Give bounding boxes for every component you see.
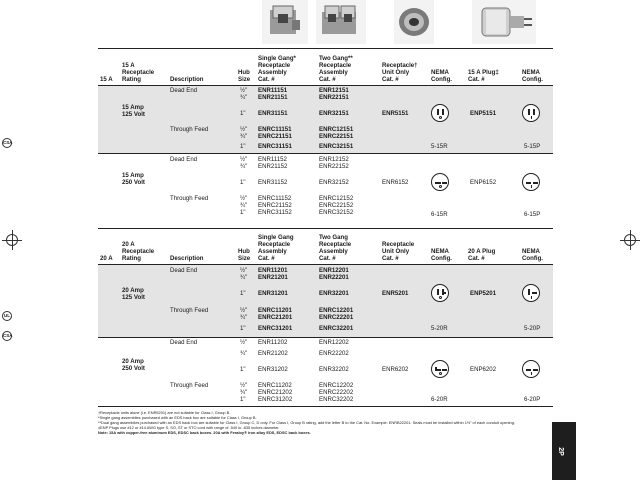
receptacle-unit-photo bbox=[394, 0, 434, 44]
two-gang-cat: ENR22152 bbox=[319, 163, 349, 170]
single-gang-cat: ENR31151 bbox=[258, 110, 288, 117]
two-gang-cat: ENRC22202 bbox=[319, 389, 354, 396]
two-gang-cat: ENR32152 bbox=[319, 179, 349, 186]
footnote: ‡ENP Plugs use #12 or #14 AWG type S, SO, ST or STO cord with range of .540 to .835 inches diameter. bbox=[98, 425, 280, 431]
nema-5-20p-icon bbox=[522, 284, 540, 302]
hub-size: ½" bbox=[240, 87, 248, 94]
registration-mark-left bbox=[2, 230, 22, 250]
hub-size: 1" bbox=[240, 325, 246, 332]
hub-size: 1" bbox=[240, 110, 246, 117]
header-description: Description bbox=[170, 255, 204, 262]
header-description: Description bbox=[170, 76, 204, 83]
header-two-gang: Two Gang Receptacle Assembly Cat. # bbox=[319, 234, 352, 262]
group-20a-125v bbox=[3, 265, 553, 338]
hub-size: 1" bbox=[240, 143, 246, 150]
hub-size: ¾" bbox=[240, 94, 248, 101]
header-rating: 15 A Receptacle Rating bbox=[122, 62, 155, 83]
rating-label: 20 Amp 125 Volt bbox=[122, 287, 145, 301]
single-gang-cat: ENR21202 bbox=[258, 350, 288, 357]
header-receptacle-only: Receptacle Unit Only Cat. # bbox=[382, 241, 415, 262]
receptacle-only-cat: ENR5201 bbox=[382, 290, 409, 297]
nema-r-label: 6-20R bbox=[431, 396, 448, 403]
footnote: **Dual gang assemblies purchased with an EDS back box are suitable for Class I, Group C, D only. For Class I, Group B rating, add the letter B to the Cat. No. Example: ENRB22201. Seals must be installed within 1½" of each conduit opening. bbox=[98, 420, 515, 426]
single-gang-cat: ENRC21202 bbox=[258, 389, 293, 396]
footnote: Note: 15A with copper-free aluminum EDS, EDSC back boxes. 20A with Feraloy® iron alloy EDS, EDSC back boxes. bbox=[98, 430, 311, 436]
single-gang-cat: ENR31202 bbox=[258, 366, 288, 373]
two-gang-cat: ENRC32201 bbox=[319, 325, 354, 332]
hub-size: ¾" bbox=[240, 350, 248, 357]
dead-end-label: Dead End bbox=[170, 339, 198, 346]
rating-label: 20 Amp 250 Volt bbox=[122, 358, 145, 372]
single-gang-cat: ENRC31201 bbox=[258, 325, 293, 332]
two-gang-cat: ENRC12152 bbox=[319, 195, 354, 202]
plug-cat: ENP6152 bbox=[470, 179, 497, 186]
group-15a-125v bbox=[3, 86, 553, 153]
hub-size: ¾" bbox=[240, 389, 248, 396]
receptacle-only-cat: ENR6152 bbox=[382, 179, 409, 186]
through-feed-label: Through Feed bbox=[170, 126, 209, 133]
single-gang-assembly-photo bbox=[262, 0, 308, 44]
single-gang-cat: ENR11152 bbox=[258, 156, 287, 163]
header-amp: 15 A bbox=[100, 76, 113, 83]
hub-size: ½" bbox=[240, 307, 248, 314]
two-gang-cat: ENRC12201 bbox=[319, 307, 354, 314]
section-tab bbox=[552, 422, 576, 480]
group-15a-250v bbox=[98, 154, 553, 220]
nema-r-label: 5-15R bbox=[431, 143, 448, 150]
nema-p-label: 5-15P bbox=[524, 143, 541, 150]
plug-photo bbox=[472, 0, 536, 44]
footnotes bbox=[98, 410, 558, 435]
header-hub-size: Hub Size bbox=[238, 248, 251, 262]
hub-size: 1" bbox=[240, 290, 246, 297]
two-gang-cat: ENR32201 bbox=[319, 290, 349, 297]
header-single-gang: Single Gang* Receptacle Assembly Cat. # bbox=[258, 55, 296, 83]
header-nema-p: NEMA Config. bbox=[522, 248, 543, 262]
nema-5-20r-icon bbox=[431, 284, 449, 302]
single-gang-cat: ENRC11202 bbox=[258, 382, 292, 389]
hub-size: 1" bbox=[240, 209, 246, 216]
single-gang-cat: ENRC21201 bbox=[258, 314, 293, 321]
single-gang-cat: ENR21152 bbox=[258, 163, 288, 170]
section-tab-label: 2P bbox=[556, 447, 564, 456]
ul-badge: UL bbox=[2, 311, 12, 321]
hub-size: ½" bbox=[240, 267, 248, 274]
header-rating: 20 A Receptacle Rating bbox=[122, 241, 155, 262]
header-plug: 20 A Plug Cat. # bbox=[468, 248, 496, 262]
through-feed-label: Through Feed bbox=[170, 382, 209, 389]
plug-cat: ENP5151 bbox=[470, 110, 497, 117]
single-gang-cat: ENRC11201 bbox=[258, 307, 292, 314]
receptacle-only-cat: ENR5151 bbox=[382, 110, 409, 117]
through-feed-label: Through Feed bbox=[170, 307, 209, 314]
two-gang-cat: ENRC12202 bbox=[319, 382, 354, 389]
plug-cat: ENP5201 bbox=[470, 290, 497, 297]
single-gang-cat: ENRC11152 bbox=[258, 195, 292, 202]
hub-size: ¾" bbox=[240, 133, 248, 140]
footnote: *Single gang assemblies purchased with an EDS back box are suitable for Class I, Group B. bbox=[98, 415, 257, 421]
header-nema-r: NEMA Config. bbox=[431, 248, 452, 262]
nema-5-15r-icon bbox=[431, 104, 449, 122]
hub-size: ¾" bbox=[240, 314, 248, 321]
header-nema-r: NEMA Config. bbox=[431, 69, 452, 83]
single-gang-cat: ENR31152 bbox=[258, 179, 288, 186]
hub-size: 1" bbox=[240, 179, 246, 186]
hub-size: ½" bbox=[240, 156, 248, 163]
csa-badge: CSA bbox=[2, 138, 12, 148]
single-gang-cat: ENRC31202 bbox=[258, 396, 293, 403]
footnote: †Receptacle units alone (i.e. ENR5201) are not suitable for Class I, Group B. bbox=[98, 410, 231, 415]
header-nema-p: NEMA Config. bbox=[522, 69, 543, 83]
hub-size: ¾" bbox=[240, 202, 248, 209]
registration-mark-right bbox=[620, 230, 640, 250]
hub-size: ½" bbox=[240, 126, 248, 133]
nema-r-label: 5-20R bbox=[431, 325, 448, 332]
single-gang-cat: ENRC21151 bbox=[258, 133, 292, 140]
two-gang-cat: ENR12151 bbox=[319, 87, 349, 94]
table-15a-header bbox=[98, 48, 553, 86]
header-amp: 20 A bbox=[100, 255, 113, 262]
receptacle-only-cat: ENR6202 bbox=[382, 366, 409, 373]
nema-r-label: 6-15R bbox=[431, 211, 448, 218]
plug-cat: ENP6202 bbox=[470, 366, 497, 373]
hub-size: ½" bbox=[240, 339, 248, 346]
nema-6-15r-icon bbox=[431, 173, 449, 191]
single-gang-cat: ENRC31152 bbox=[258, 209, 292, 216]
header-receptacle-only: Receptacle† Unit Only Cat. # bbox=[382, 62, 418, 83]
single-gang-cat: ENR31201 bbox=[258, 290, 288, 297]
two-gang-cat: ENR22202 bbox=[319, 350, 349, 357]
header-plug: 15 A Plug‡ Cat. # bbox=[468, 69, 499, 83]
two-gang-cat: ENRC12151 bbox=[319, 126, 354, 133]
dead-end-label: Dead End bbox=[170, 87, 198, 94]
nema-6-20r-icon bbox=[431, 360, 449, 378]
single-gang-cat: ENR11202 bbox=[258, 339, 288, 346]
single-gang-cat: ENR11151 bbox=[258, 87, 288, 94]
group-20a-250v bbox=[98, 338, 553, 406]
single-gang-cat: ENRC21152 bbox=[258, 202, 292, 209]
two-gang-assembly-photo bbox=[316, 0, 366, 44]
two-gang-cat: ENRC32151 bbox=[319, 143, 354, 150]
two-gang-cat: ENRC22151 bbox=[319, 133, 354, 140]
two-gang-cat: ENRC32202 bbox=[319, 396, 354, 403]
hub-size: ½" bbox=[240, 382, 248, 389]
two-gang-cat: ENRC22201 bbox=[319, 314, 354, 321]
two-gang-cat: ENR22151 bbox=[319, 94, 349, 101]
two-gang-cat: ENR32151 bbox=[319, 110, 349, 117]
single-gang-cat: ENR11201 bbox=[258, 267, 288, 274]
two-gang-cat: ENRC22152 bbox=[319, 202, 354, 209]
two-gang-cat: ENR12202 bbox=[319, 339, 349, 346]
table-20a-header bbox=[98, 228, 553, 265]
two-gang-cat: ENR12152 bbox=[319, 156, 349, 163]
nema-5-15p-icon bbox=[522, 104, 540, 122]
hub-size: 1" bbox=[240, 396, 246, 403]
hub-size: ½" bbox=[240, 195, 248, 202]
nema-6-15p-icon bbox=[522, 173, 540, 191]
two-gang-cat: ENRC32152 bbox=[319, 209, 354, 216]
rating-label: 15 Amp 250 Volt bbox=[122, 172, 145, 186]
single-gang-cat: ENRC11151 bbox=[258, 126, 292, 133]
two-gang-cat: ENR22201 bbox=[319, 274, 349, 281]
nema-6-20p-icon bbox=[522, 360, 540, 378]
hub-size: 1" bbox=[240, 366, 246, 373]
csa-badge: CSA bbox=[2, 331, 12, 341]
header-single-gang: Single Gang Receptacle Assembly Cat. # bbox=[258, 234, 294, 262]
single-gang-cat: ENR21151 bbox=[258, 94, 288, 101]
dead-end-label: Dead End bbox=[170, 267, 198, 274]
two-gang-cat: ENR12201 bbox=[319, 267, 349, 274]
single-gang-cat: ENR21201 bbox=[258, 274, 288, 281]
header-two-gang: Two Gang** Receptacle Assembly Cat. # bbox=[319, 55, 353, 83]
nema-p-label: 6-15P bbox=[524, 211, 541, 218]
single-gang-cat: ENRC31151 bbox=[258, 143, 292, 150]
dead-end-label: Dead End bbox=[170, 156, 198, 163]
hub-size: ¾" bbox=[240, 274, 248, 281]
nema-p-label: 5-20P bbox=[524, 325, 541, 332]
header-hub-size: Hub Size bbox=[238, 69, 251, 83]
nema-p-label: 6-20P bbox=[524, 396, 541, 403]
hub-size: ¾" bbox=[240, 163, 248, 170]
two-gang-cat: ENR32202 bbox=[319, 366, 349, 373]
rating-label: 15 Amp 125 Volt bbox=[122, 104, 145, 118]
through-feed-label: Through Feed bbox=[170, 195, 209, 202]
